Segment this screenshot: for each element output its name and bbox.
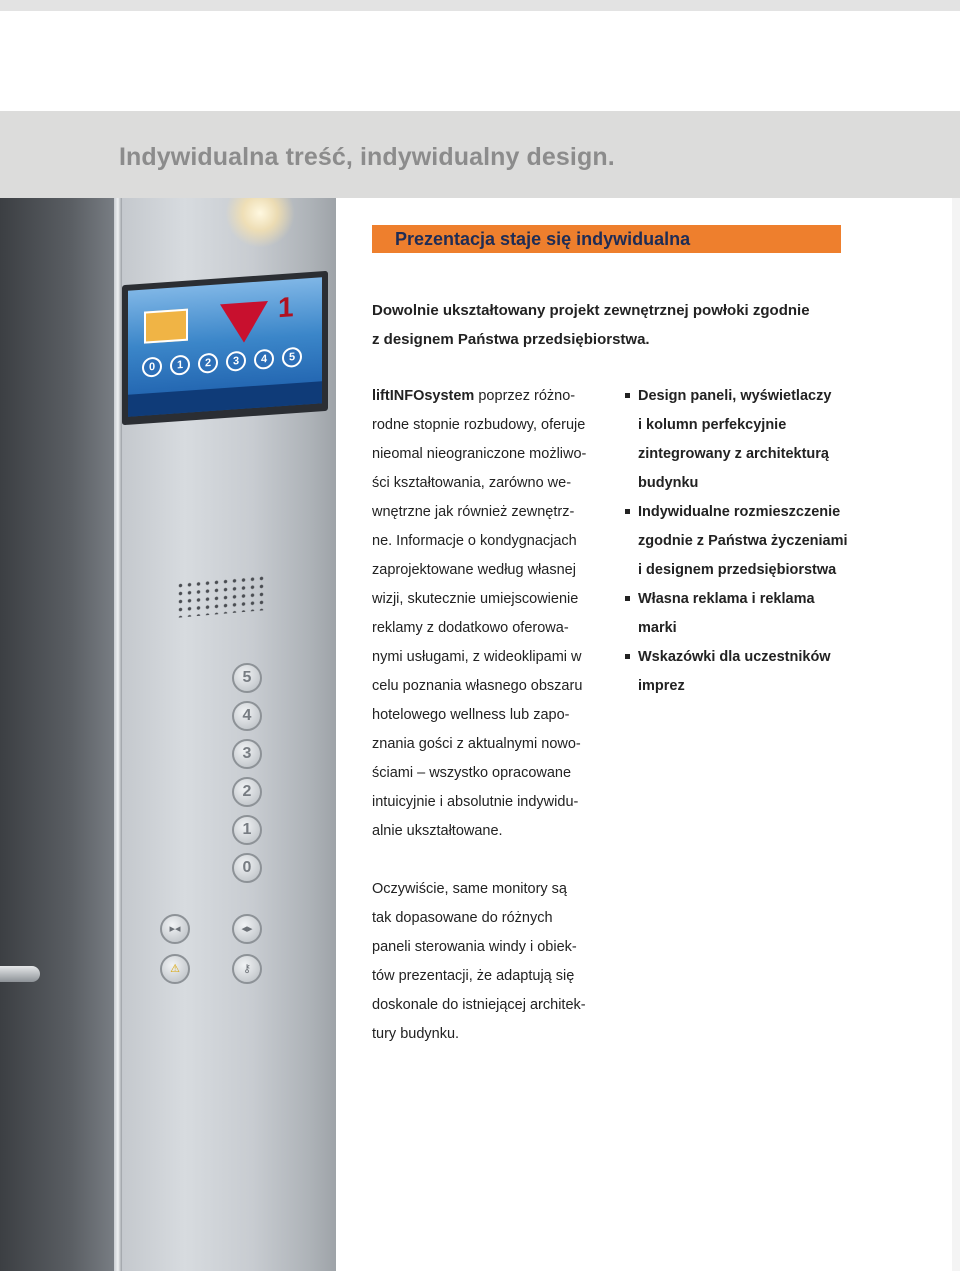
body-line: znania gości z aktualnymi nowo-	[372, 736, 581, 752]
body-line: celu poznania własnego obszaru	[372, 678, 583, 694]
photo-display-screen	[128, 277, 322, 417]
body-line: wnętrzne jak również zewnętrz-	[372, 504, 575, 520]
bullet-line: Własna reklama i reklama	[638, 591, 815, 607]
photo-screen-tile	[144, 309, 188, 344]
photo-handrail	[0, 966, 40, 982]
page-title: Indywidualna treść, indywidualny design.	[119, 143, 615, 171]
photo-door-close-icon: ▸◂	[160, 914, 190, 944]
body-line: hotelowego wellness lub zapo-	[372, 707, 570, 723]
photo-floor-button: 5	[232, 663, 262, 693]
elevator-photo	[0, 198, 336, 1271]
body-line: tury budynku.	[372, 1026, 460, 1042]
body-line: ści kształtowania, zarówno we-	[372, 475, 572, 491]
intro-text	[372, 296, 852, 354]
bullet-line: imprez	[638, 678, 685, 694]
photo-screen-button: 0	[142, 356, 162, 377]
bullet-item	[625, 643, 865, 701]
body-line: nymi usługami, z wideoklipami w	[372, 649, 582, 665]
feature-bullet-list	[625, 382, 865, 701]
top-bar	[0, 0, 960, 11]
photo-ceiling-light	[225, 198, 295, 248]
photo-floor-button: 1	[232, 815, 262, 845]
bullet-line: budynku	[638, 475, 699, 491]
photo-logo-icon	[220, 301, 268, 344]
bullet-item	[625, 585, 865, 643]
photo-screen-button: 1	[170, 354, 190, 375]
photo-floor-button: 0	[232, 853, 262, 883]
bullet-line: Indywidualne rozmieszczenie	[638, 504, 841, 520]
body-line: tak dopasowane do różnych	[372, 910, 553, 926]
body-line	[372, 382, 612, 411]
bullet-item	[625, 498, 865, 585]
body-line: tów prezentacji, że adaptują się	[372, 968, 575, 984]
photo-screen-buttons	[142, 347, 302, 378]
brand-name: liftINFOsystem	[372, 388, 475, 404]
body-line: paneli sterowania windy i obiek-	[372, 939, 577, 955]
body-line: Oczywiście, same monitory są	[372, 881, 567, 897]
photo-screen-button: 4	[254, 349, 274, 370]
body-line: rodne stopnie rozbudowy, oferuje	[372, 417, 586, 433]
photo-alarm-icon: ⚠	[160, 954, 190, 984]
intro-line: Dowolnie ukształtowany projekt zewnętrznej powłoki zgodnie	[372, 302, 810, 319]
page-edge-strip	[952, 198, 960, 1271]
intro-line: z designem Państwa przedsiębiorstwa.	[372, 331, 650, 348]
photo-display-frame	[122, 271, 328, 425]
bullet-line: Design paneli, wyświetlaczy	[638, 388, 832, 404]
photo-screen-button: 2	[198, 352, 218, 373]
body-line-rest: poprzez różno-	[474, 388, 576, 404]
photo-floor-button: 3	[232, 739, 262, 769]
body-line: intuicyjnie i absolutnie indywidu-	[372, 794, 579, 810]
bullet-line: Wskazówki dla uczestników	[638, 649, 831, 665]
paragraph-gap	[372, 846, 612, 875]
body-line: ściami – wszystko opracowane	[372, 765, 572, 781]
title-band	[0, 111, 960, 198]
bullet-line: i kolumn perfekcyjnie	[638, 417, 787, 433]
photo-screen-floor: 1	[278, 291, 294, 324]
photo-door-open-icon: ◂▸	[232, 914, 262, 944]
body-line: ne. Informacje o kondygnacjach	[372, 533, 577, 549]
body-line: reklamy z dodatkowo oferowa-	[372, 620, 569, 636]
photo-screen-strip	[128, 381, 322, 417]
bullet-line: i designem przedsiębiorstwa	[638, 562, 837, 578]
bullet-line: zgodnie z Państwa życzeniami	[638, 533, 848, 549]
photo-floor-button: 2	[232, 777, 262, 807]
photo-key-icon: ⚷	[232, 954, 262, 984]
bullet-line: marki	[638, 620, 677, 636]
section-heading: Prezentacja staje się indywidualna	[395, 229, 691, 249]
body-line: wizji, skutecznie umiejscowienie	[372, 591, 579, 607]
body-line: doskonale do istniejącej architek-	[372, 997, 586, 1013]
photo-screen-button: 3	[226, 351, 246, 372]
photo-floor-buttons	[232, 663, 266, 891]
photo-screen-button: 5	[282, 347, 302, 368]
body-text-left	[372, 382, 612, 1049]
photo-door-shadow	[0, 198, 118, 1271]
bullet-line: zintegrowany z architekturą	[638, 446, 829, 462]
photo-floor-button: 4	[232, 701, 262, 731]
body-line: nieomal nieograniczone możliwo-	[372, 446, 587, 462]
photo-panel-edge	[114, 198, 122, 1271]
body-line: alnie ukształtowane.	[372, 823, 503, 839]
body-line: zaprojektowane według własnej	[372, 562, 576, 578]
section-heading-bar	[372, 225, 841, 253]
photo-speaker-grille	[176, 574, 266, 618]
bullet-item	[625, 382, 865, 498]
